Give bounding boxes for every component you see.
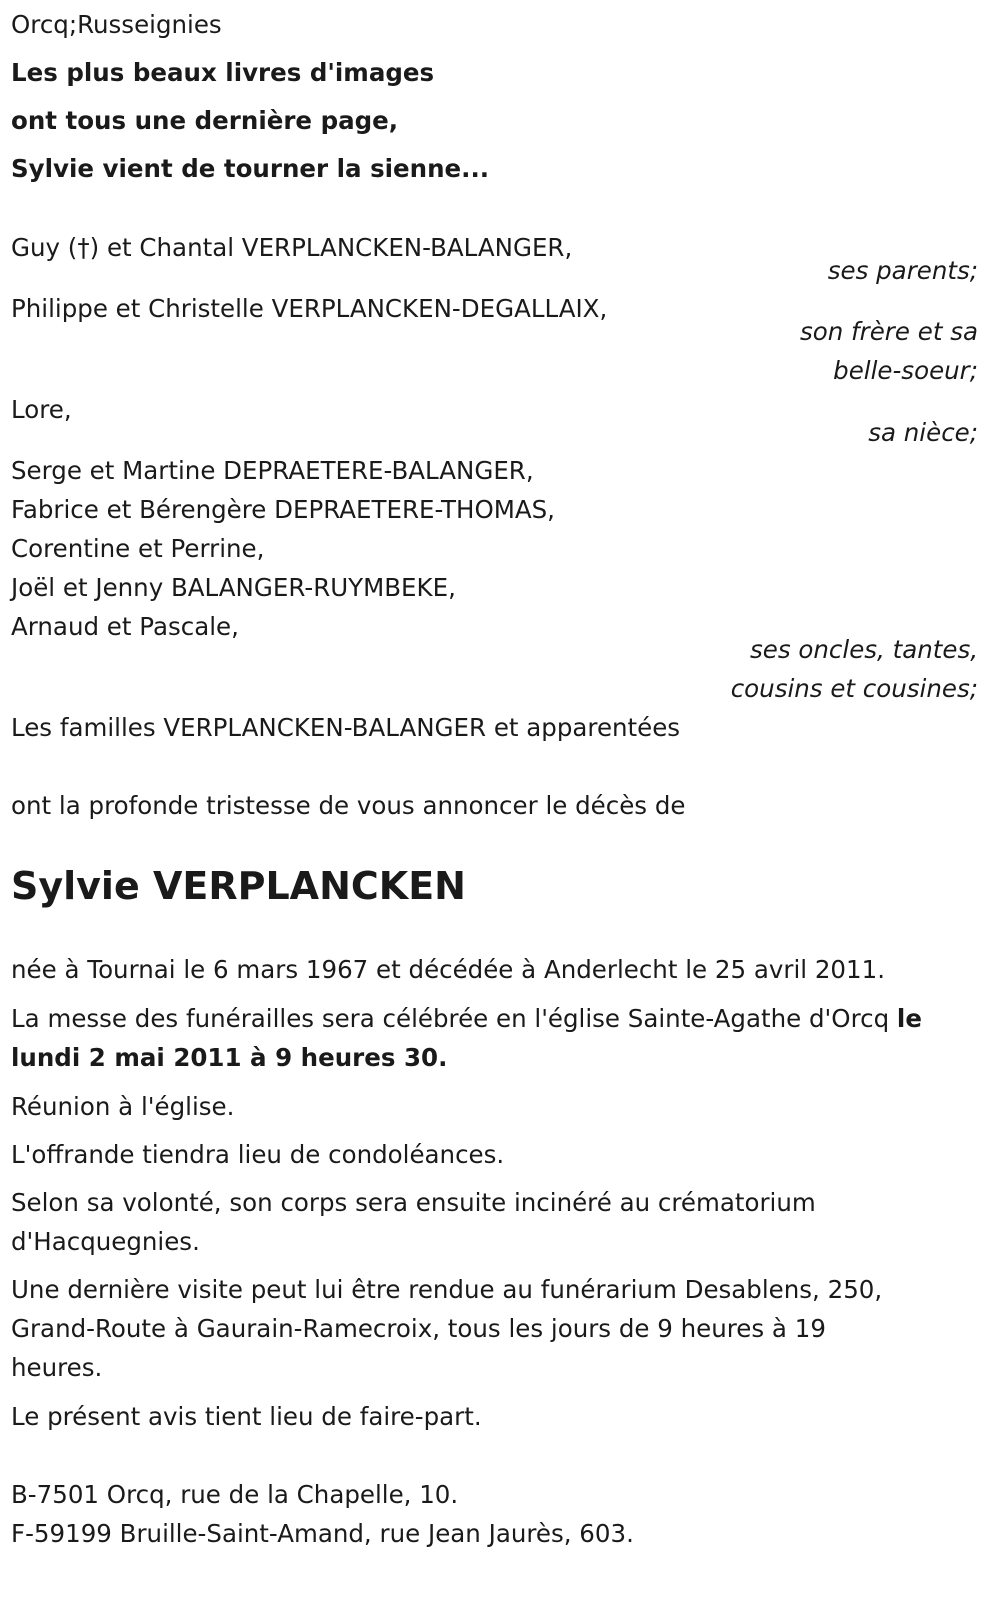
uncle-line-4: Joël et Jenny BALANGER-RUYMBEKE,: [11, 573, 456, 602]
mass-line-1: [11, 1003, 922, 1035]
mass-bold-start: le: [896, 1004, 922, 1033]
parents-relation: ses parents;: [827, 256, 978, 285]
location-header: Orcq;Russeignies: [11, 10, 222, 39]
uncle-line-1: Serge et Martine DEPRAETERE-BALANGER,: [11, 456, 534, 485]
brother-names: Philippe et Christelle VERPLANCKEN-DEGALLAIX,: [11, 294, 608, 323]
uncle-line-5: Arnaud et Pascale,: [11, 612, 239, 641]
uncles-relation-line-1: ses oncles, tantes,: [750, 635, 978, 664]
families-line: Les familles VERPLANCKEN-BALANGER et apparentées: [11, 713, 681, 742]
visit-line-3: heures.: [11, 1353, 103, 1382]
mass-line-2: lundi 2 mai 2011 à 9 heures 30.: [11, 1043, 448, 1072]
address-line-2: F-59199 Bruille-Saint-Amand, rue Jean Jaurès, 603.: [11, 1519, 634, 1548]
offrande-line: L'offrande tiendra lieu de condoléances.: [11, 1140, 505, 1169]
niece-relation: sa nièce;: [868, 418, 978, 447]
brother-relation-line-1: son frère et sa: [799, 317, 978, 346]
niece-names: Lore,: [11, 395, 72, 424]
visit-line-2: Grand-Route à Gaurain-Ramecroix, tous les jours de 9 heures à 19: [11, 1314, 826, 1343]
poem-line-3: Sylvie vient de tourner la sienne...: [11, 154, 490, 183]
birth-death-line: née à Tournai le 6 mars 1967 et décédée à Anderlecht le 25 avril 2011.: [11, 955, 885, 984]
cremation-line-1: Selon sa volonté, son corps sera ensuite incinéré au crématorium: [11, 1188, 816, 1217]
brother-relation-line-2: belle-soeur;: [833, 356, 978, 385]
cremation-line-2: d'Hacquegnies.: [11, 1227, 200, 1256]
uncles-relation-line-2: cousins et cousines;: [730, 674, 978, 703]
poem-line-1: Les plus beaux livres d'images: [11, 58, 435, 87]
reunion-line: Réunion à l'église.: [11, 1092, 235, 1121]
parents-names: Guy (†) et Chantal VERPLANCKEN-BALANGER,: [11, 233, 573, 262]
mass-text: La messe des funérailles sera célébrée en l'église Sainte-Agathe d'Orcq: [11, 1004, 897, 1033]
visit-line-1: Une dernière visite peut lui être rendue au funérarium Desablens, 250,: [11, 1275, 883, 1304]
announce-line: ont la profonde tristesse de vous annoncer le décès de: [11, 791, 686, 820]
address-line-1: B-7501 Orcq, rue de la Chapelle, 10.: [11, 1480, 459, 1509]
uncle-line-2: Fabrice et Bérengère DEPRAETERE-THOMAS,: [11, 495, 555, 524]
poem-line-2: ont tous une dernière page,: [11, 106, 399, 135]
deceased-name: Sylvie VERPLANCKEN: [11, 864, 466, 908]
faire-part-line: Le présent avis tient lieu de faire-part.: [11, 1402, 482, 1431]
uncle-line-3: Corentine et Perrine,: [11, 534, 265, 563]
